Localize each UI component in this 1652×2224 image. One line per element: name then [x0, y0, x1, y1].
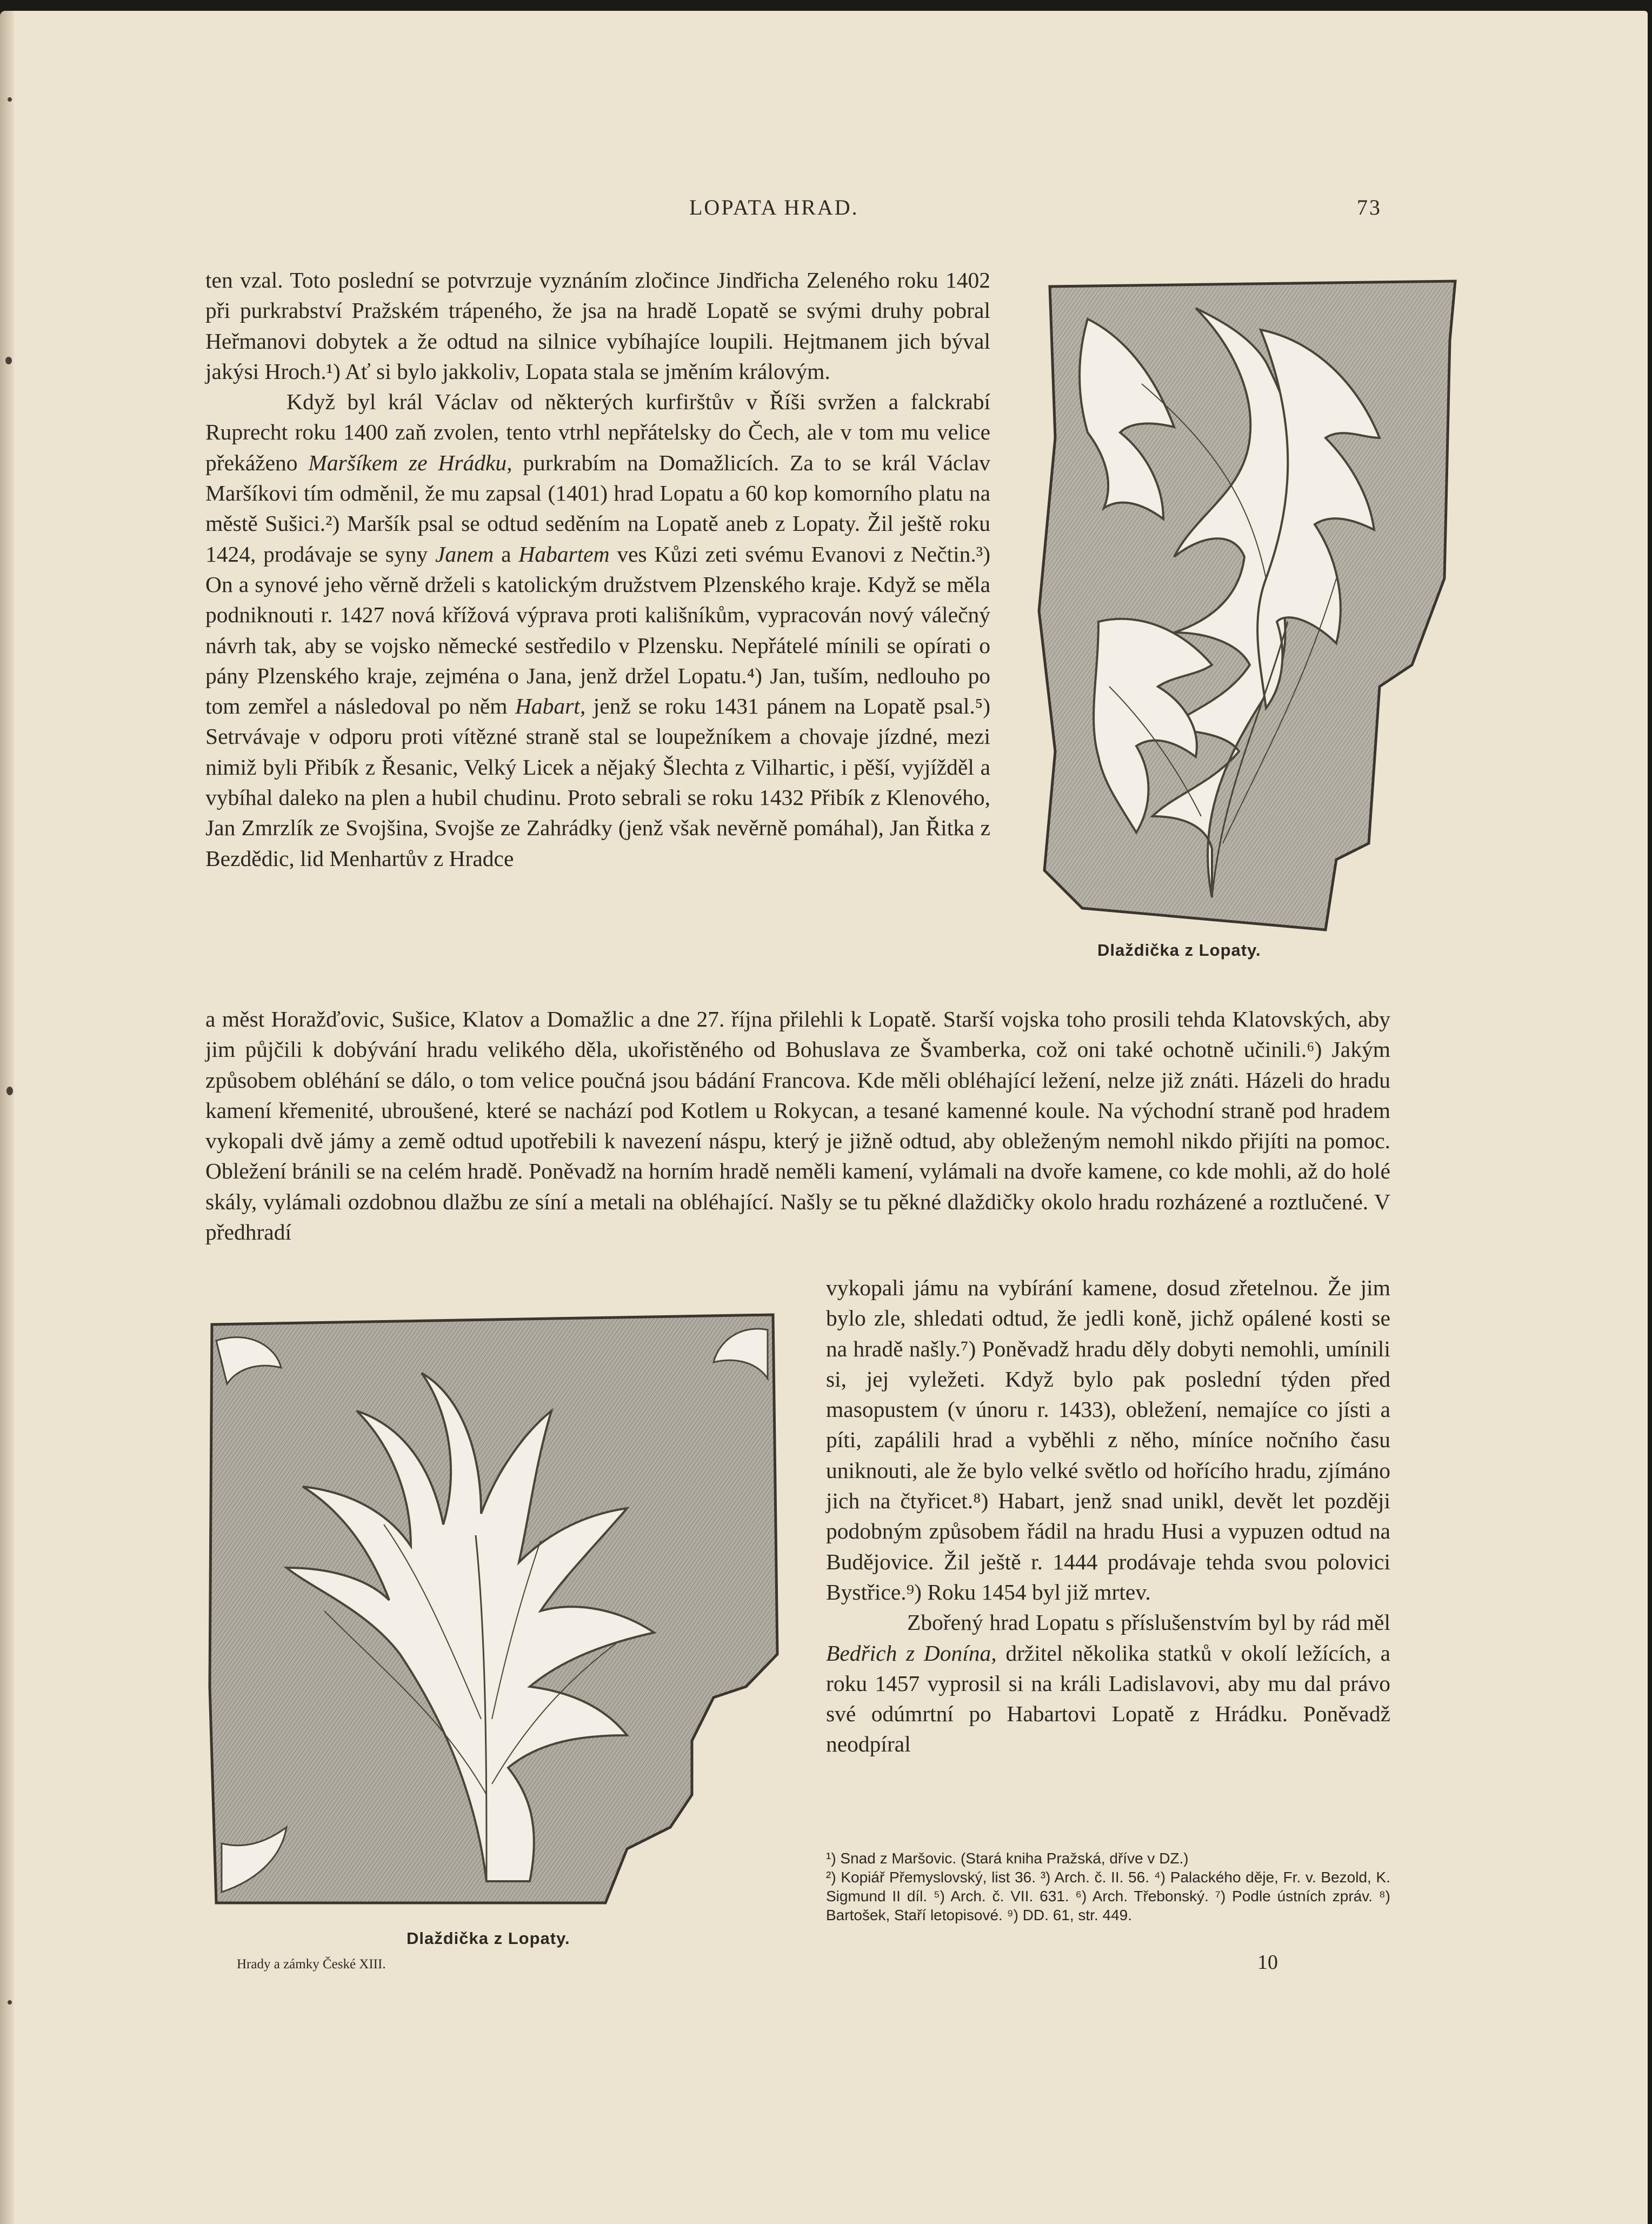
text-run: držitel několika statků v okolí ležících, a roku 1457 vyprosil si na králi Ladislavovi, aby mu dal právo své odúmrtní po Habartovi Lopatě z Hrádku. Poněvadž neodpíral: [826, 1640, 1391, 1757]
paragraph: [826, 1273, 1390, 1607]
text-run: a měst Horažďovic, Sušice, Klatov a Domažlic a dne 27. října přilehli k Lopatě. Starší vojska toho prosili tehda Klatovských, aby jim půjčili k dobývání hradu velikého děla, ukořistěného od Bohuslava ze Švamberka, což oni také ochotně učinili.⁶) Jakým způsobem obléhání se dálo, o tom velice poučná jsou bádání Francova. Kde měli obléhající ležení, nelze již znáti. Házeli do hradu kamení křemenité, ubroušené, které se nachází pod Kotlem u Rokycan, a tesané kamenné koule. Na východní straně pod hradem vykopali dvě jámy a země odtud upotřebili k navezení náspu, který je jižně odtud, aby obleženým nemohl nikdo přijíti na pomoc. Obležení bránili se na celém hradě. Poněvadž na horním hradě neměli kamení, vylámali na dvoře kamene, co kde mohli, až do holé skály, vylámali ozdobnou dlažbu ze síní a metali na obléhající. Našly se tu pěkné dlaždičky okolo hradu rozházené a roztlučené. V předhradí: [205, 1007, 1390, 1245]
running-head: LOPATA HRAD.: [689, 195, 859, 219]
margin-speck: [8, 97, 12, 102]
italic-name: Habart,: [515, 694, 586, 719]
text-run: ves Kůzi zeti svému Evanovi z Nečtin.³) On a synové jeho věrně drželi s katolickým družstvem Plzenského kraje. Když se měla podniknouti r. 1427 nová křížová výprava proti kališníkům, vypracován nový válečný návrh tak, aby se vojsko německé sestředilo v Plzensku. Nepřátelé mínili se opírati o pány Plzenského kraje, zejména o Jana, jenž držel Lopatu.⁴) Jan, tuším, nedlouho po tom zemřel a následoval po něm: [205, 541, 991, 719]
text-run: purkrabím na Domažlicích. Za to se král Václav Maršíkovi tím odměnil, že mu zapsal (1401) hrad Lopatu a 60 kop komorního platu na městě Sušici.²) Maršík psal se odtud seděním na Lopatě aneb z Lopaty. Žil ještě roku 1424, prodávaje se syny: [205, 450, 991, 567]
margin-speck: [8, 2000, 12, 2005]
tile-illustration-bottom: [205, 1308, 783, 1912]
page-spine-shadow: [0, 11, 14, 2224]
footer-series-title: Hrady a zámky České XIII.: [237, 1957, 386, 1972]
margin-speck: [6, 1087, 13, 1095]
text-run: vykopali jámu na vybírání kamene, dosud zřetelnou. Že jim bylo zle, shledati odtud, že jedli koně, jichž opálené kosti se na hradě našly.⁷) Poněvadž hradu děly dobyti nemohli, umínili si, jej vyležeti. Když bylo pak poslední týden před masopustem (v únoru r. 1433), obležení, nemajíce co jísti a píti, zapálili hrad a vyběhli z něho, míníce nočního času uniknouti, ale že bylo velké světlo od hořícího hradu, zjímáno jich na čtyřicet.⁸) Habart, jenž snad unikl, devět let později podobným způsobem řádil na hradu Husi a vypuzen odtud na Budějovice. Žil ještě r. 1444 prodávaje tehda svou polovici Bystřice.⁹) Roku 1454 byl již mrtev.: [826, 1275, 1390, 1604]
italic-name: Maršíkem ze Hrádku,: [308, 450, 512, 475]
figure-caption-bottom: Dlaždička z Lopaty.: [407, 1929, 570, 1948]
footnote: ¹) Snad z Maršovic. (Stará kniha Pražská, dříve v DZ.): [826, 1850, 1189, 1867]
footnotes: [826, 1849, 1390, 1925]
text-run: Když byl král Václav od některých kurfirštův v Říši svržen a falckrabí Ruprecht roku 1400 zaň zvolen, tento vtrhl nepřátelsky do Čech, ale v tom mu velice překáženo: [205, 389, 990, 475]
paragraph: [205, 1004, 1390, 1247]
paragraph: [205, 265, 990, 387]
tile-illustration-top: [1034, 276, 1461, 946]
text-run: jenž se roku 1431 pánem na Lopatě psal.⁵) Setrvávaje v odporu proti vítězné straně stal se loupežníkem a chovaje jízdné, mezi nimiž byli Přibík z Řesanic, Velký Licek a nějaký Šlechta z Vilhartic, i pěší, vyjížděl a vybíhal daleko na plen a hubil chudinu. Proto sebrali se roku 1432 Přibík z Klenového, Jan Zmrzlík ze Svojšina, Svojše ze Zahrádky (jenž však nevěrně pomáhal), Jan Řitka z Bezdědic, lid Menhartův z Hradce: [205, 694, 991, 871]
text-run: Zbořený hrad Lopatu s příslušenstvím byl by rád měl: [907, 1610, 1390, 1635]
page-number: 73: [1357, 195, 1382, 219]
text-run: ten vzal. Toto poslední se potvrzuje vyznáním zločince Jindřicha Zeleného roku 1402 při purkrabství Pražském trápeného, že jsa na hradě Lopatě se svými druhy pobral Heřmanovi dobytek a že odtud na silnice vybíhajíce loupili. Hejtmanem jich býval jakýsi Hroch.¹) Ať si bylo jakkoliv, Lopata stala se jměním královým.: [205, 268, 990, 384]
text-block-full-width: [205, 1004, 1390, 1247]
text-column-top: [205, 265, 990, 874]
text-run: a: [501, 541, 511, 567]
text-column-right: [826, 1273, 1390, 1760]
paragraph: [826, 1607, 1390, 1759]
italic-name: Habartem: [518, 541, 610, 567]
italic-name: Bedřich z Donína,: [826, 1640, 997, 1666]
margin-speck: [5, 357, 12, 364]
paragraph: [205, 387, 990, 874]
italic-name: Janem: [435, 541, 494, 567]
book-page: [0, 11, 1648, 2224]
footer-signature-mark: 10: [1257, 1951, 1278, 1974]
figure-caption-top: Dlaždička z Lopaty.: [1097, 941, 1261, 960]
footnote: ²) Kopiář Přemyslovský, list 36. ³) Arch. č. II. 56. ⁴) Palackého děje, Fr. v. Bezold, K. Sigmund II díl. ⁵) Arch. č. VII. 631. ⁶) Arch. Třebonský. ⁷) Podle ústních zpráv. ⁸) Bartošek, Staří letopisové. ⁹) DD. 61, str. 449.: [826, 1869, 1390, 1923]
